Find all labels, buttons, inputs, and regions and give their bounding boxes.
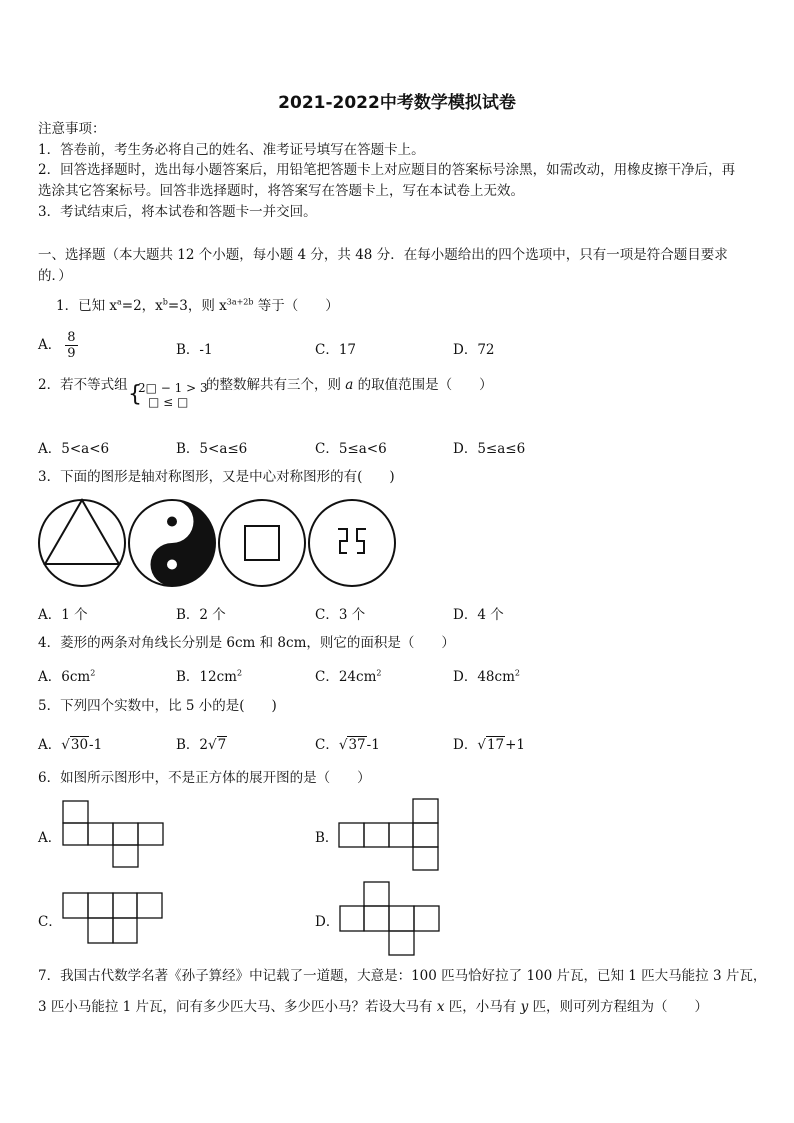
q6-net-d	[339, 881, 441, 957]
q3-figures	[38, 498, 398, 590]
question-6-stem: 6．如图所示图形中，不是正方体的展开图的是（ ）	[38, 770, 371, 786]
sqrt-sign: √7	[208, 737, 227, 753]
q4-option-c[interactable]: C．$24cm^2$	[315, 668, 382, 685]
q5-option-c[interactable]: C．√37-1	[315, 737, 380, 753]
q1-option-d[interactable]: D．72	[453, 342, 495, 358]
question-4-stem: 4．菱形的两条对角线长分别是 6cm 和 8cm，则它的面积是（ ）	[38, 635, 455, 651]
q6-option-d[interactable]: D．	[315, 914, 340, 930]
q2-option-b[interactable]: B．5<a≤6	[176, 441, 248, 457]
q2-option-d[interactable]: D．5≤a≤6	[453, 441, 526, 457]
section-heading: 一、选择题（本大题共 12 个小题，每小题 4 分，共 48 分．在每小题给出的四个选项中，只有一项是符合题目要求	[38, 247, 728, 263]
q1-option-a[interactable]: A． $\frac{8}{9}$	[38, 330, 76, 361]
circle-triangle-figure	[39, 500, 125, 586]
q6-option-b[interactable]: B．	[315, 830, 339, 846]
q6-net-a	[62, 800, 168, 870]
fraction: $\frac{8}{9}$	[67, 330, 76, 361]
sqrt-sign: √37	[338, 737, 366, 753]
question-1-stem: 1．已知 $x^a=2$，$x^b=3$，则 $x^{3a+2b}$ 等于（ ）	[56, 297, 339, 314]
question-2-prefix: 2．若不等式组	[38, 377, 128, 393]
circle-symbol-figure	[309, 500, 395, 586]
q5-option-a[interactable]: A．√30-1	[38, 737, 103, 753]
inequality-system: 2□ − 1 > 3 □ ≤ □	[138, 381, 208, 409]
q1-option-c[interactable]: C．17	[315, 342, 357, 358]
q4-option-b[interactable]: B．$12cm^2$	[176, 668, 243, 685]
question-7-line-2: 3 匹小马能拉 1 片瓦，问有多少匹大马、多少匹小马？若设大马有 x 匹，小马有 y 匹，则可列方程组为（ ）	[38, 999, 708, 1015]
question-3-stem: 3．下面的图形是轴对称图形，又是中心对称图形的有( )	[38, 469, 395, 485]
yin-yang-figure	[129, 500, 215, 586]
q2-option-c[interactable]: C．5≤a<6	[315, 441, 387, 457]
q3-option-c[interactable]: C．3 个	[315, 607, 366, 623]
q3-option-d[interactable]: D．4 个	[453, 607, 504, 623]
q3-option-a[interactable]: A．1 个	[38, 607, 88, 623]
sqrt-sign: √30	[61, 737, 89, 753]
q6-net-b	[338, 798, 440, 872]
q6-net-c	[62, 892, 164, 946]
note-item-3: 3．考试结束后，将本试卷和答题卡一并交回。	[38, 204, 317, 220]
q6-option-c[interactable]: C．	[38, 914, 62, 930]
question-2-suffix: 的整数解共有三个，则 a 的取值范围是（ ）	[206, 377, 493, 393]
section-heading-cont: 的．）	[38, 268, 72, 284]
q6-option-a[interactable]: A．	[38, 830, 62, 846]
circle-square-figure	[219, 500, 305, 586]
brace: {	[128, 382, 142, 407]
question-5-stem: 5．下列四个实数中，比 5 小的是( )	[38, 698, 277, 714]
page-title: 2021-2022中考数学模拟试卷	[278, 93, 516, 113]
q4-option-a[interactable]: A．$6cm^2$	[38, 668, 96, 685]
notes-heading: 注意事项：	[38, 121, 106, 137]
q1-option-b[interactable]: B．-1	[176, 342, 213, 358]
q2-option-a[interactable]: A．5<a<6	[38, 441, 110, 457]
sqrt-sign: √17	[477, 737, 505, 753]
note-item-2-cont: 选涂其它答案标号。回答非选择题时，将答案写在答题卡上，写在本试卷上无效。	[38, 183, 524, 199]
q5-option-b[interactable]: B．2√7	[176, 737, 227, 753]
q4-option-d[interactable]: D．$48cm^2$	[453, 668, 520, 685]
q3-option-b[interactable]: B．2 个	[176, 607, 226, 623]
note-item-1: 1．答卷前，考生务必将自己的姓名、准考证号填写在答题卡上。	[38, 142, 425, 158]
question-7-line-1: 7．我国古代数学名著《孙子算经》中记载了一道题，大意是：100 匹马恰好拉了 100 片瓦，已知 1 匹大马能拉 3 片瓦，	[38, 968, 767, 984]
note-item-2: 2．回答选择题时，选出每小题答案后，用铅笔把答题卡上对应题目的答案标号涂黑，如需改动，用橡皮擦干净后，再	[38, 162, 736, 178]
q5-option-d[interactable]: D．√17+1	[453, 737, 526, 753]
